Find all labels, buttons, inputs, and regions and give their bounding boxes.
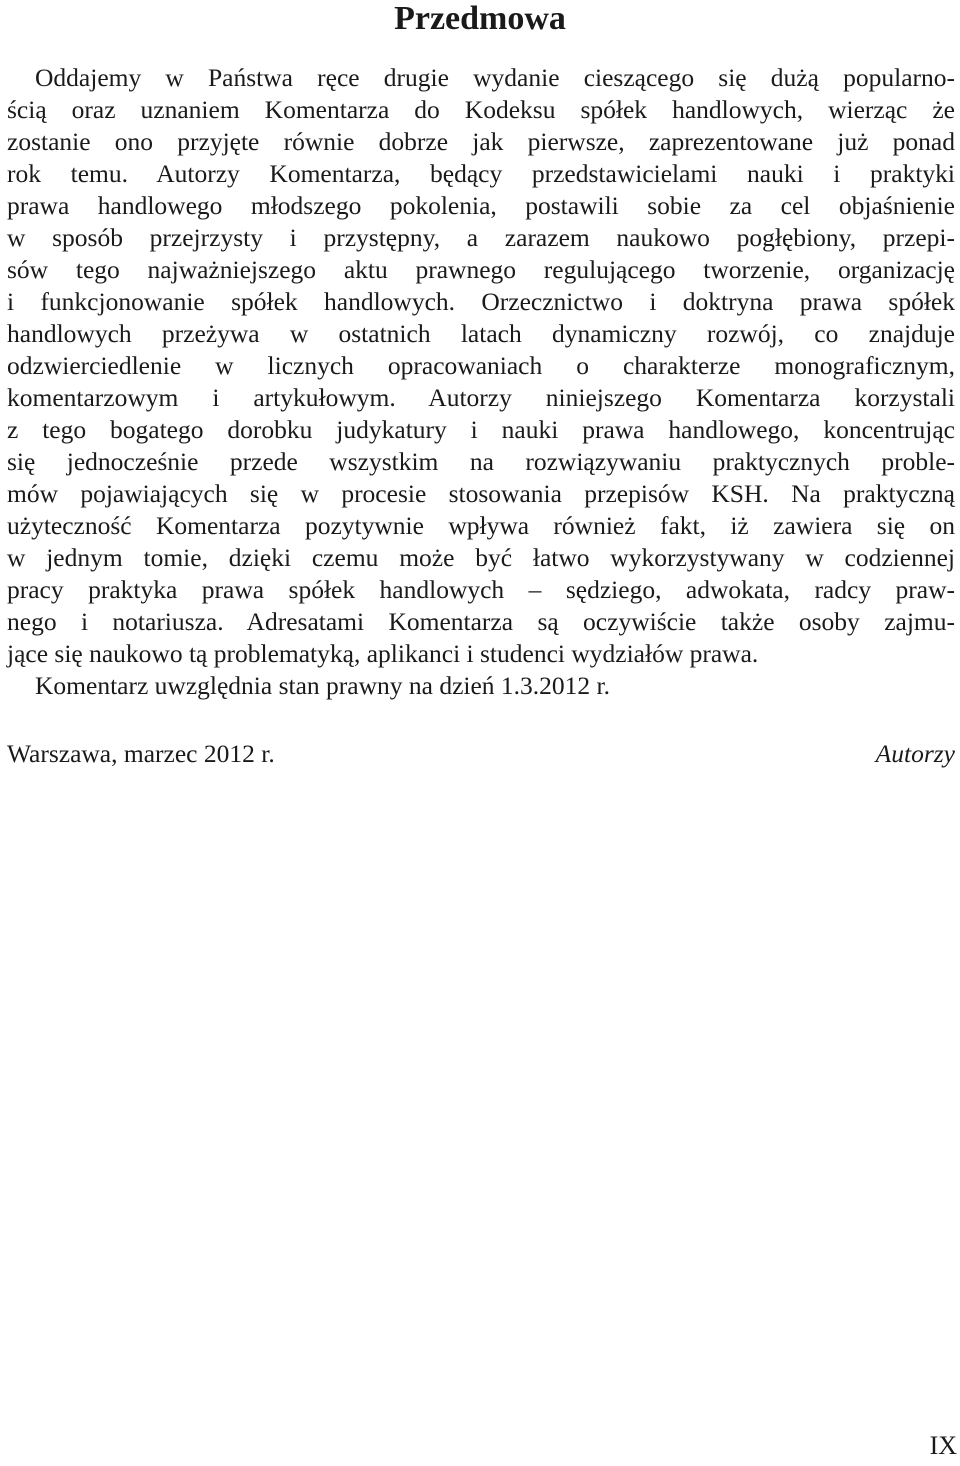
place-date: Warszawa, marzec 2012 r. <box>7 739 275 768</box>
body-line: w sposób przejrzysty i przystępny, a zarazem naukowo pogłębiony, przepi- <box>7 223 955 252</box>
body-line: użyteczność Komentarza pozytywnie wpływa również fakt, iż zawiera się on <box>7 511 955 540</box>
signature: Autorzy <box>875 739 955 768</box>
body-line: mów pojawiających się w procesie stosowania przepisów KSH. Na praktyczną <box>7 479 955 508</box>
body-line: rok temu. Autorzy Komentarza, będący przedstawicielami nauki i praktyki <box>7 159 955 188</box>
body-line: i funkcjonowanie spółek handlowych. Orzecznictwo i doktryna prawa spółek <box>7 287 955 316</box>
body-line: jące się naukowo tą problematyką, aplikanci i studenci wydziałów prawa. <box>7 639 759 668</box>
body-line: nego i notariusza. Adresatami Komentarza są oczywiście także osoby zajmu- <box>7 607 955 636</box>
page-title: Przedmowa <box>394 0 566 37</box>
body-line: zostanie ono przyjęte równie dobrze jak pierwsze, zaprezentowane już ponad <box>7 127 955 156</box>
body-line: Oddajemy w Państwa ręce drugie wydanie cieszącego się dużą popularno- <box>35 63 955 92</box>
body-line: prawa handlowego młodszego pokolenia, postawili sobie za cel objaśnienie <box>7 191 955 220</box>
body-line: pracy praktyka prawa spółek handlowych – sędziego, adwokata, radcy praw- <box>7 575 955 604</box>
body-line: się jednocześnie przede wszystkim na rozwiązywaniu praktycznych proble- <box>7 447 955 476</box>
body-line: handlowych przeżywa w ostatnich latach dynamiczny rozwój, co znajduje <box>7 319 955 348</box>
body-line: komentarzowym i artykułowym. Autorzy niniejszego Komentarza korzystali <box>7 383 955 412</box>
body-line: ścią oraz uznaniem Komentarza do Kodeksu spółek handlowych, wierząc że <box>7 95 955 124</box>
body-line: z tego bogatego dorobku judykatury i nauki prawa handlowego, koncentrując <box>7 415 955 444</box>
body-line: odzwierciedlenie w licznych opracowaniach o charakterze monograficznym, <box>7 351 955 380</box>
body-line: sów tego najważniejszego aktu prawnego regulującego tworzenie, organizację <box>7 255 955 284</box>
page-number: IX <box>929 1431 957 1460</box>
body-line: w jednym tomie, dzięki czemu może być łatwo wykorzystywany w codziennej <box>7 543 955 572</box>
closing-line: Komentarz uwzględnia stan prawny na dzień 1.3.2012 r. <box>35 671 610 700</box>
